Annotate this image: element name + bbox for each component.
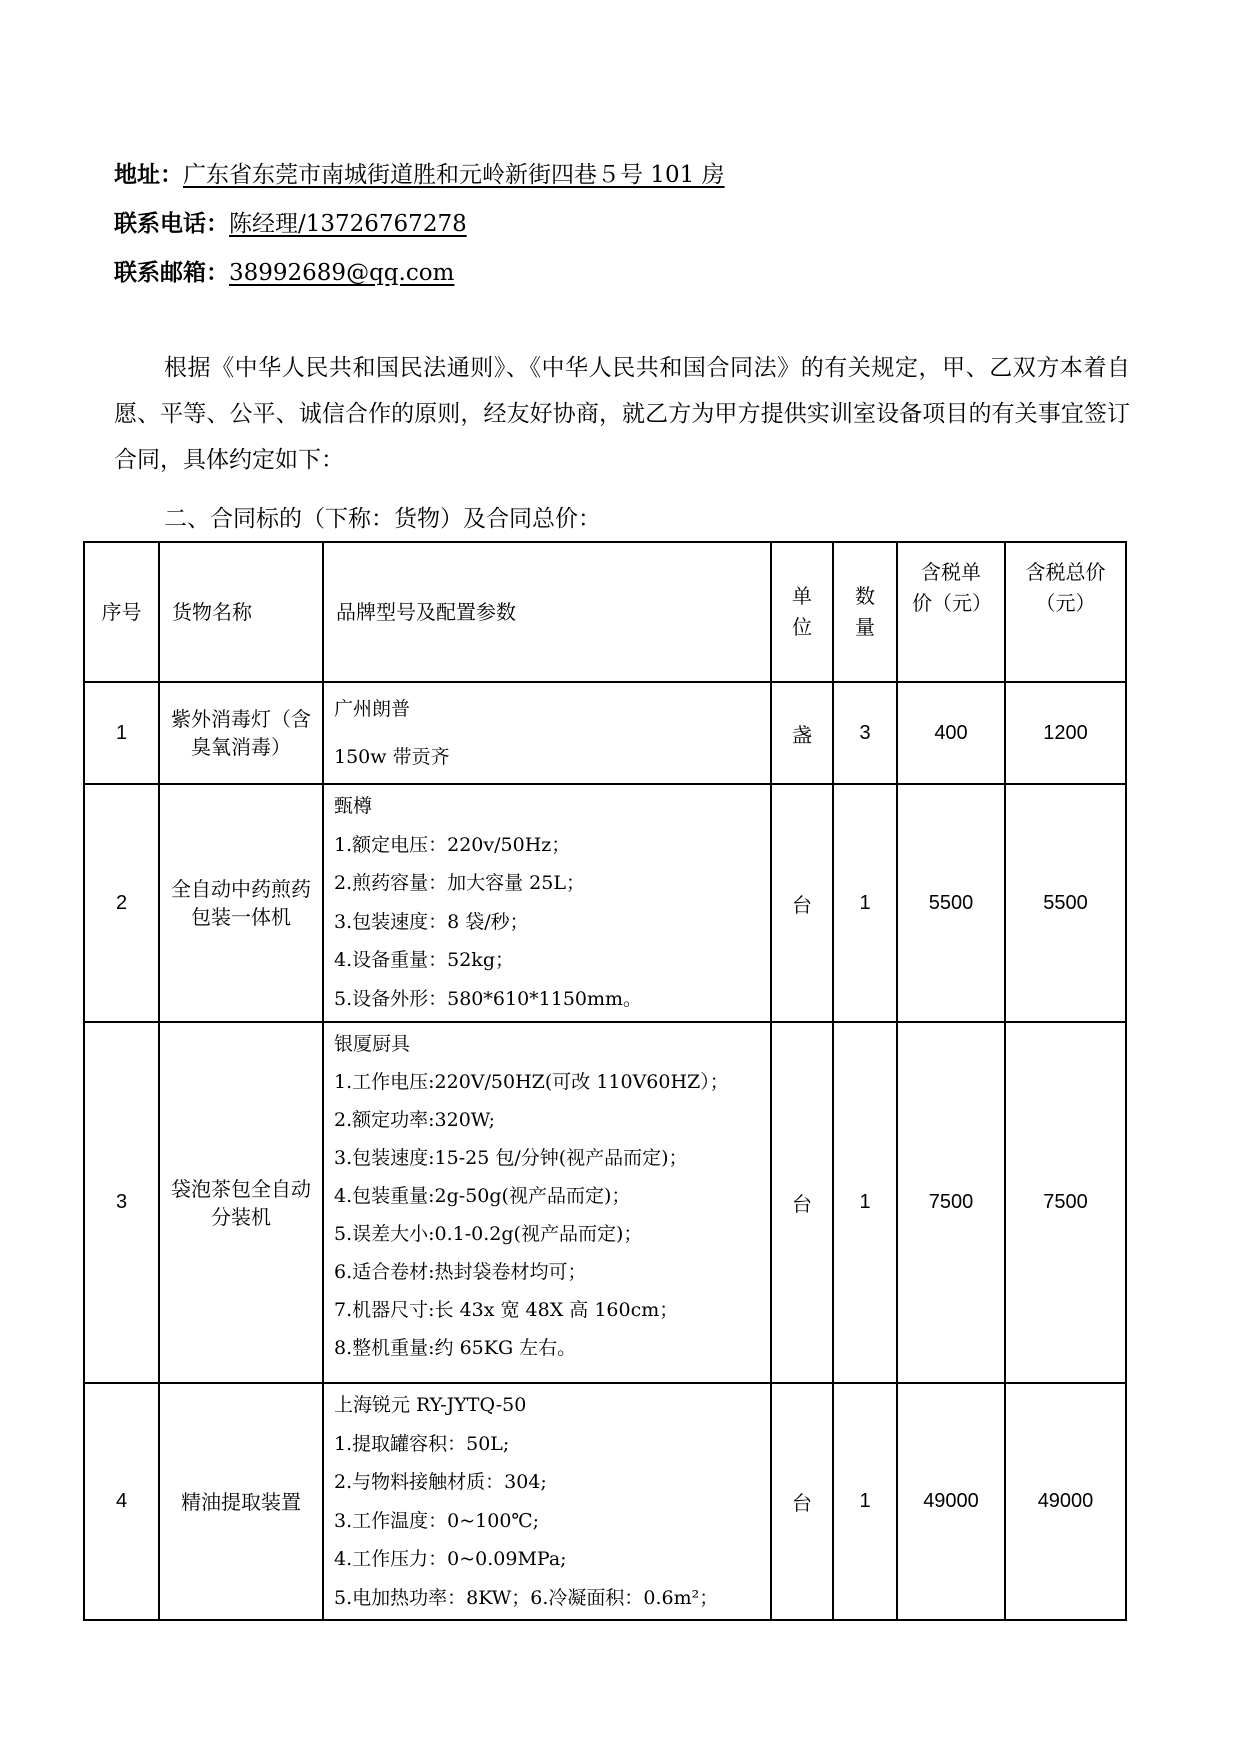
row-total-price: 49000 <box>1005 1383 1126 1620</box>
row-unit-price: 49000 <box>897 1383 1005 1620</box>
row-index: 2 <box>84 784 159 1022</box>
row-total-price: 1200 <box>1005 682 1126 784</box>
spec-line: 3.包装速度:15-25 包/分钟(视产品而定)； <box>334 1147 688 1169</box>
header-spec: 品牌型号及配置参数 <box>323 542 771 682</box>
row-unit-price: 400 <box>897 682 1005 784</box>
spec-line: 1.额定电压：220v/50Hz； <box>334 833 571 856</box>
header-unit-price: 含税单价（元） <box>897 542 1005 682</box>
address-line <box>114 160 725 190</box>
table-row <box>84 1383 1126 1620</box>
row-unit-price: 5500 <box>897 784 1005 1022</box>
spec-line: 5.电加热功率：8KW；6.冷凝面积：0.6m²； <box>334 1586 719 1609</box>
row-qty: 3 <box>833 682 897 784</box>
row-unit-price: 7500 <box>897 1022 1005 1383</box>
row-name: 精油提取装置 <box>159 1383 323 1620</box>
spec-line: 6.适合卷材:热封袋卷材均可； <box>334 1261 587 1283</box>
header-name: 货物名称 <box>159 542 323 682</box>
spec-line: 4.设备重量：52kg； <box>334 949 514 971</box>
intro-paragraph: 根据《中华人民共和国民法通则》、《中华人民共和国合同法》的有关规定，甲、乙双方本着自愿、平等、公平、诚信合作的原则，经友好协商，就乙方为甲方提供实训室设备项目的有关事宜签订合同，具体约定如下： <box>114 355 1130 473</box>
row-qty: 1 <box>833 1383 897 1620</box>
email-value[interactable]: 38992689@qq.com <box>229 260 455 286</box>
spec-line: 3.包装速度：8 袋/秒； <box>334 910 529 933</box>
row-spec <box>323 784 771 1022</box>
spec-line: 甄樽 <box>334 795 373 817</box>
spec-line: 4.包装重量:2g-50g(视产品而定)； <box>334 1185 631 1207</box>
phone-line <box>114 209 467 239</box>
spec-line: 1.工作电压:220V/50HZ(可改 110V60HZ）； <box>334 1071 729 1093</box>
header-index: 序号 <box>84 542 159 682</box>
row-name: 袋泡茶包全自动分装机 <box>159 1022 323 1383</box>
address-label: 地址： <box>114 162 183 188</box>
spec-line: 上海锐元 RY-JYTQ-50 <box>334 1394 527 1416</box>
email-label: 联系邮箱： <box>114 260 229 286</box>
row-name: 紫外消毒灯（含臭氧消毒） <box>159 682 323 784</box>
table-row <box>84 1022 1126 1383</box>
row-index: 1 <box>84 682 159 784</box>
phone-label: 联系电话： <box>114 211 229 237</box>
row-unit: 台 <box>771 1022 833 1383</box>
goods-table <box>83 541 1127 1621</box>
spec-line: 2.额定功率:320W; <box>334 1109 496 1131</box>
row-total-price: 5500 <box>1005 784 1126 1022</box>
row-spec <box>323 1022 771 1383</box>
row-total-price: 7500 <box>1005 1022 1126 1383</box>
row-spec <box>323 682 771 784</box>
row-index: 4 <box>84 1383 159 1620</box>
row-unit: 台 <box>771 784 833 1022</box>
row-unit: 盏 <box>771 682 833 784</box>
spec-line: 7.机器尺寸:长 43x 宽 48X 高 160cm； <box>334 1299 679 1321</box>
email-line <box>114 258 454 288</box>
row-unit: 台 <box>771 1383 833 1620</box>
header-unit: 单位 <box>771 542 833 682</box>
spec-line: 8.整机重量:约 65KG 左右。 <box>334 1337 577 1359</box>
phone-value: 陈经理/13726767278 <box>229 211 467 237</box>
spec-line: 银厦厨具 <box>334 1033 411 1055</box>
spec-line: 2.与物料接触材质：304; <box>334 1471 547 1493</box>
spec-line: 2.煎药容量：加大容量 25L； <box>334 872 585 894</box>
row-qty: 1 <box>833 1022 897 1383</box>
section-title: 二、合同标的（下称：货物）及合同总价： <box>164 506 601 532</box>
header-qty: 数量 <box>833 542 897 682</box>
spec-line: 3.工作温度：0~100℃; <box>334 1509 540 1532</box>
spec-line: 4.工作压力：0~0.09MPa; <box>334 1548 567 1570</box>
row-spec <box>323 1383 771 1620</box>
spec-line: 5.误差大小:0.1-0.2g(视产品而定)； <box>334 1223 643 1245</box>
table-row <box>84 682 1126 784</box>
spec-line: 广州朗普 <box>334 698 411 720</box>
table-header-row <box>84 542 1126 682</box>
row-index: 3 <box>84 1022 159 1383</box>
spec-line: 150w 带贡齐 <box>334 746 450 768</box>
address-value: 广东省东莞市南城街道胜和元岭新街四巷５号 101 房 <box>183 162 725 188</box>
row-qty: 1 <box>833 784 897 1022</box>
row-name: 全自动中药煎药包装一体机 <box>159 784 323 1022</box>
header-total-price: 含税总价（元） <box>1005 542 1126 682</box>
table-row <box>84 784 1126 1022</box>
spec-line: 1.提取罐容积：50L; <box>334 1432 510 1455</box>
spec-line: 5.设备外形：580*610*1150mm。 <box>334 987 643 1010</box>
